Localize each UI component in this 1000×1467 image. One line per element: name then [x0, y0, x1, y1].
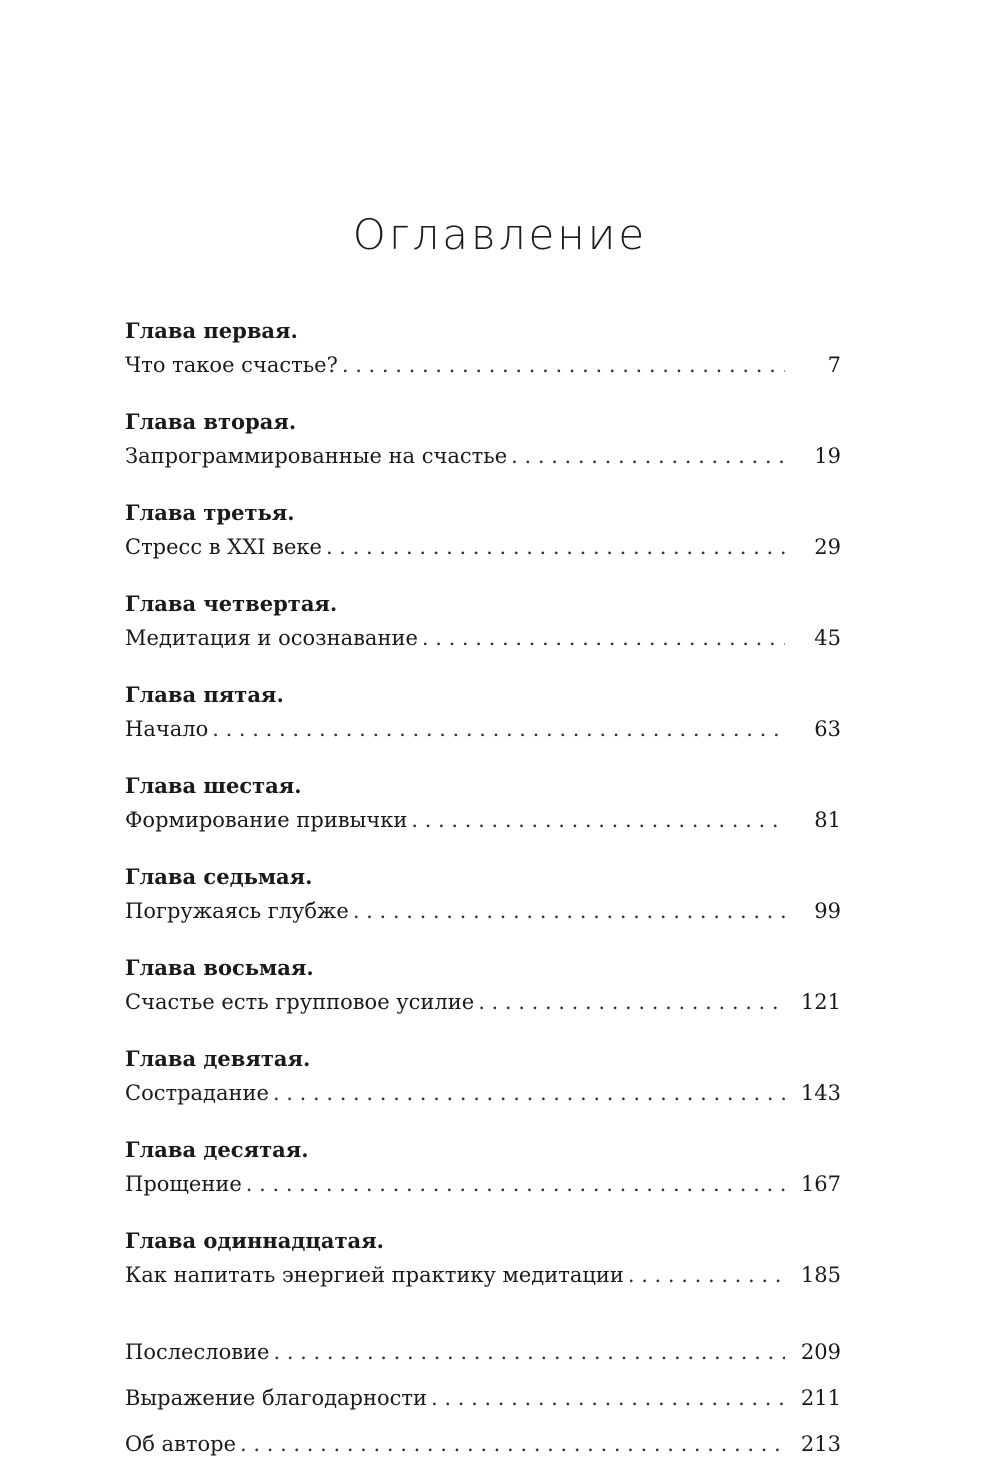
dot-leader [246, 1167, 785, 1201]
toc-chapter-6 [125, 769, 841, 837]
page-number: 19 [814, 444, 841, 468]
dot-leader [511, 439, 785, 473]
toc-entry-afterword[interactable] [125, 1329, 841, 1375]
dot-leader [273, 1076, 785, 1110]
toc-chapter-8 [125, 951, 841, 1019]
toc-entry[interactable] [125, 803, 841, 837]
chapter-heading: Глава одиннадцатая. [125, 1228, 384, 1253]
toc-entry[interactable] [125, 439, 841, 473]
toc-chapter-2 [125, 405, 841, 473]
toc-chapter-10 [125, 1133, 841, 1201]
dot-leader [478, 985, 785, 1019]
entry-title: Погружаясь глубже [125, 899, 349, 923]
toc-chapter-3 [125, 496, 841, 564]
entry-title: Послесловие [125, 1340, 270, 1364]
toc-chapter-7 [125, 860, 841, 928]
entry-title: Стресс в XXI веке [125, 535, 322, 559]
toc-entry[interactable] [125, 530, 841, 564]
chapter-heading: Глава первая. [125, 318, 298, 343]
toc-entry-acknowledgements[interactable] [125, 1375, 841, 1421]
dot-leader [411, 803, 785, 837]
page-number: 99 [814, 899, 841, 923]
toc-entry[interactable] [125, 985, 841, 1019]
entry-title: Выражение благодарности [125, 1386, 428, 1410]
entry-title: Прощение [125, 1172, 242, 1196]
toc-backmatter [125, 1329, 841, 1467]
dot-leader [240, 1421, 785, 1467]
chapter-heading: Глава восьмая. [125, 955, 314, 980]
dot-leader [422, 621, 785, 655]
dot-leader [342, 348, 785, 382]
chapter-heading: Глава четвертая. [125, 591, 338, 616]
chapter-heading: Глава шестая. [125, 773, 302, 798]
toc-entry[interactable] [125, 1076, 841, 1110]
dot-leader [353, 894, 785, 928]
chapter-heading: Глава седьмая. [125, 864, 313, 889]
entry-title: Как напитать энергией практику медитации [125, 1263, 624, 1287]
toc-chapter-1 [125, 314, 841, 382]
entry-title: Запрограммированные на счастье [125, 444, 508, 468]
chapter-heading: Глава девятая. [125, 1046, 311, 1071]
page-number: 211 [800, 1386, 841, 1410]
toc-entry[interactable] [125, 1258, 841, 1292]
entry-title: Сострадание [125, 1081, 269, 1105]
toc-chapter-11 [125, 1224, 841, 1292]
entry-title: Начало [125, 717, 209, 741]
toc-entry[interactable] [125, 894, 841, 928]
entry-title: Формирование привычки [125, 808, 408, 832]
page-number: 45 [814, 626, 841, 650]
toc-entry[interactable] [125, 348, 841, 382]
entry-title: Что такое счастье? [125, 353, 338, 377]
page-number: 209 [800, 1340, 841, 1364]
page-number: 143 [800, 1081, 841, 1105]
page-number: 7 [827, 353, 841, 377]
toc-chapter-4 [125, 587, 841, 655]
dot-leader [431, 1375, 785, 1421]
entry-title: Счастье есть групповое усилие [125, 990, 475, 1014]
toc-entry[interactable] [125, 712, 841, 746]
page-number: 213 [800, 1432, 841, 1456]
table-of-contents [125, 314, 841, 1467]
page-number: 29 [814, 535, 841, 559]
dot-leader [628, 1258, 785, 1292]
entry-title: Медитация и осознавание [125, 626, 418, 650]
dot-leader [326, 530, 785, 564]
toc-entry[interactable] [125, 621, 841, 655]
toc-entry-about-author[interactable] [125, 1421, 841, 1467]
page-title: Оглавление [352, 210, 648, 259]
page-number: 167 [800, 1172, 841, 1196]
chapter-heading: Глава вторая. [125, 409, 297, 434]
toc-chapter-5 [125, 678, 841, 746]
toc-entry[interactable] [125, 1167, 841, 1201]
chapter-heading: Глава третья. [125, 500, 295, 525]
toc-chapter-9 [125, 1042, 841, 1110]
chapter-heading: Глава пятая. [125, 682, 284, 707]
entry-title: Об авторе [125, 1432, 237, 1456]
dot-leader [273, 1329, 784, 1375]
chapter-heading: Глава десятая. [125, 1137, 309, 1162]
page-number: 63 [814, 717, 841, 741]
page-number: 81 [814, 808, 841, 832]
page-number: 185 [800, 1263, 841, 1287]
dot-leader [212, 712, 785, 746]
page-number: 121 [800, 990, 841, 1014]
